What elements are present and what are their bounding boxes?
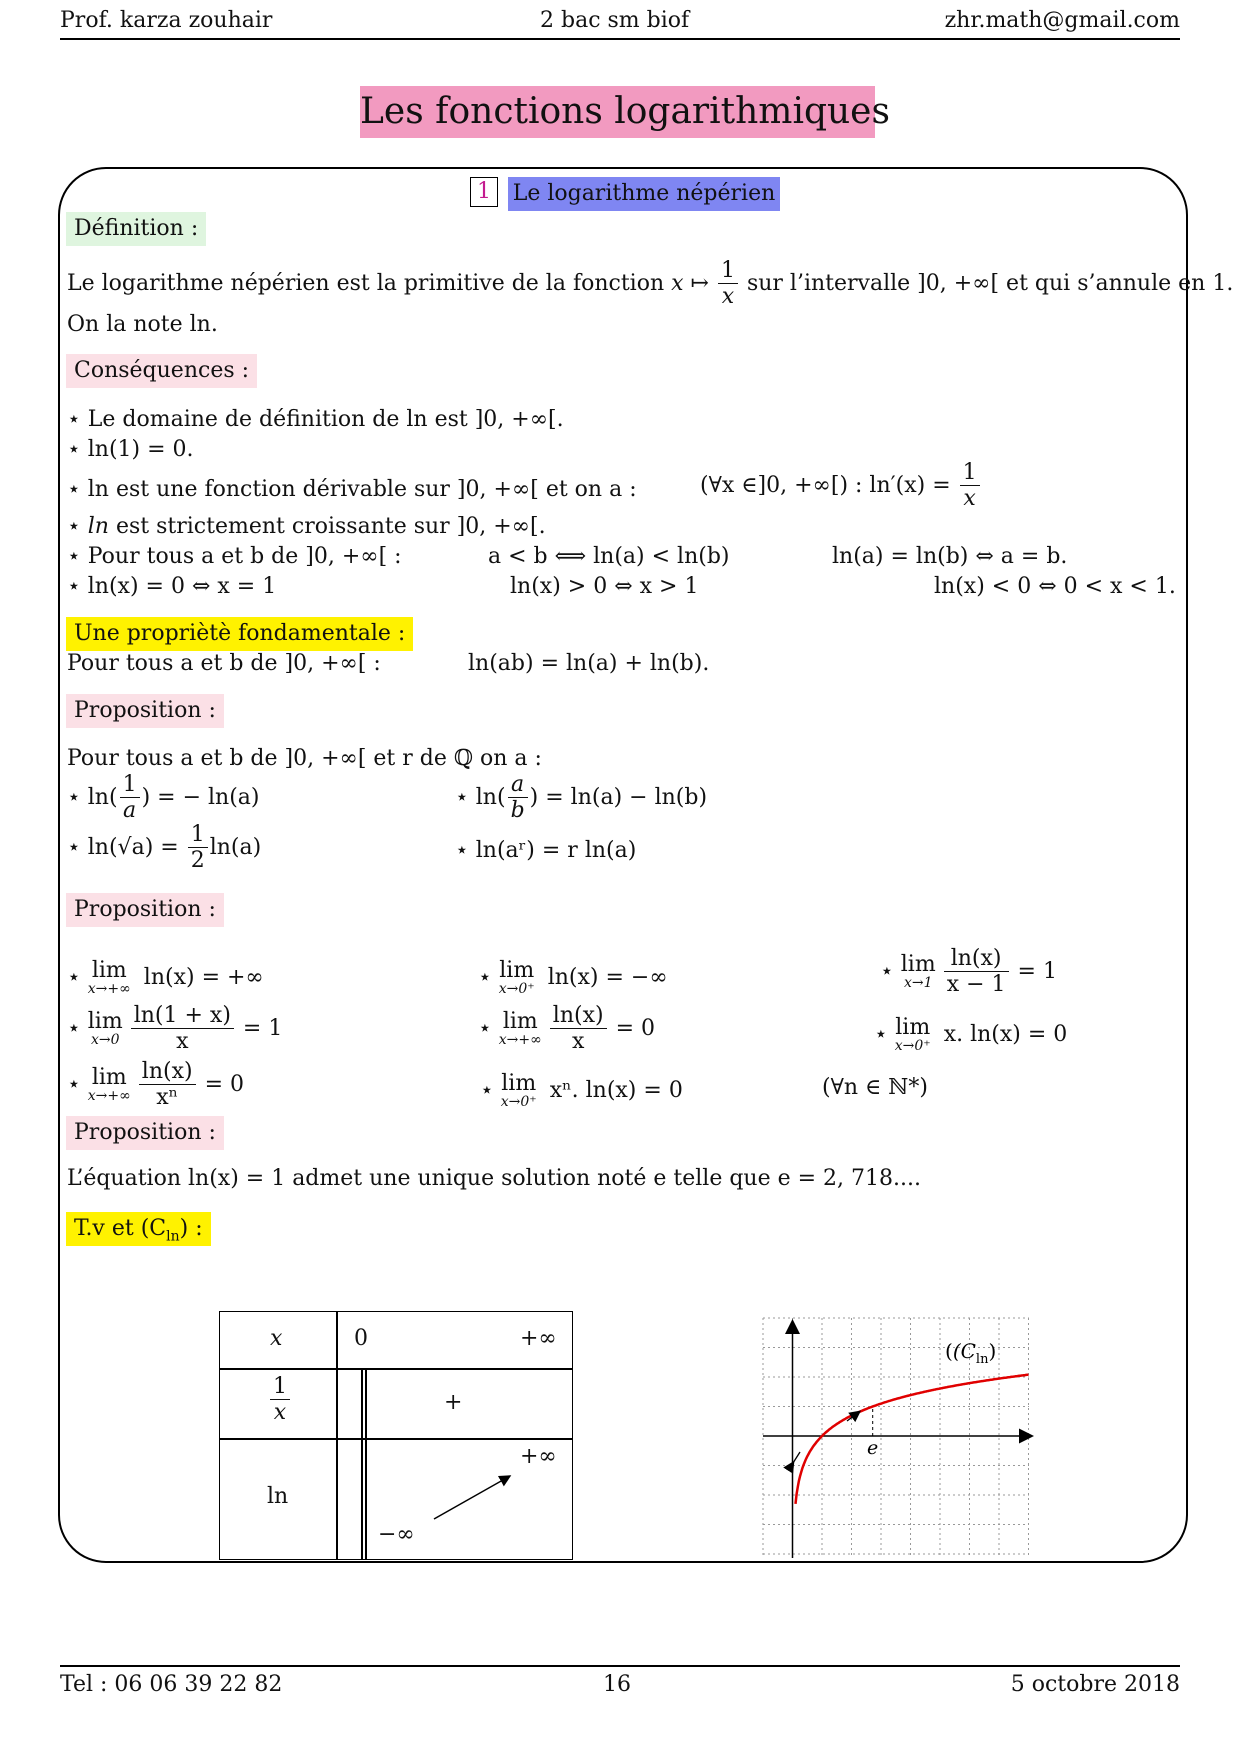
table-function-label: ln xyxy=(267,1484,289,1509)
definition-label: Définition : xyxy=(66,212,206,246)
limit-x-n-ln-x: ⋆ lim x→0⁺ xⁿ. ln(x) = 0 xyxy=(480,1071,683,1110)
proposition-2-label: Proposition : xyxy=(66,893,224,927)
proposition-3-text: L’équation ln(x) = 1 admet une unique solution noté e telle que e = 2, 718.... xyxy=(67,1166,921,1191)
table-limit-plus-infinity: +∞ xyxy=(520,1444,557,1469)
limit-x-ln-x: ⋆ lim x→0⁺ x. ln(x) = 0 xyxy=(874,1015,1068,1054)
section-number: 1 xyxy=(470,177,498,207)
proposition-1-intro: Pour tous a et b de ]0, +∞[ et r de ℚ on a : xyxy=(67,746,542,771)
consequence-6-negative: ln(x) < 0 ⇔ 0 < x < 1. xyxy=(934,574,1176,599)
consequence-6: ⋆ ln(x) = 0 ⇔ x = 1 xyxy=(67,574,277,599)
variation-table-label: T.v et $(C_{ln})$ : xyxy=(66,1212,211,1246)
consequence-3-formula: (∀x ∈]0, +∞[) : ln′(x) = $\frac{1}{x}$ xyxy=(700,460,982,512)
section-title: Le logarithme népérien xyxy=(508,177,780,211)
fundamental-condition: Pour tous a et b de ]0, +∞[ : xyxy=(67,651,381,676)
consequence-4: ⋆ ln est strictement croissante sur ]0, +∞[. xyxy=(67,514,546,539)
consequence-5: ⋆ Pour tous a et b de ]0, +∞[ : xyxy=(67,544,402,569)
e-label: e xyxy=(867,1437,879,1459)
header-rule xyxy=(60,38,1180,40)
limit-ln-over-x: ⋆ lim x→+∞ $\frac{\ln(x)}{x}$ = 0 xyxy=(478,1003,656,1055)
definition-line2: On la note ln. xyxy=(67,312,218,337)
footer-phone: Tel : 06 06 39 22 82 xyxy=(60,1672,283,1697)
table-x-label: x xyxy=(270,1326,283,1351)
definition-text: Le logarithme népérien est la primitive de la fonction x ↦ $\frac{1}{x}$ sur l’intervalle ]0, +∞[ et qui s’annule en 1. xyxy=(67,258,1234,310)
header-author: Prof. karza zouhair xyxy=(60,8,273,33)
limit-ln-zero: ⋆ lim x→0⁺ ln(x) = −∞ xyxy=(478,958,668,997)
fundamental-label: Une propriètè fondamentale : xyxy=(66,617,413,651)
page-title: Les fonctions logarithmiques xyxy=(360,86,875,138)
consequences-label: Conséquences : xyxy=(66,354,257,388)
consequence-5-equal: ln(a) = ln(b) ⇔ a = b. xyxy=(832,544,1068,569)
table-zero: 0 xyxy=(354,1326,368,1351)
limit-condition: (∀n ∈ ℕ*) xyxy=(822,1075,928,1100)
limit-ln-infinity: ⋆ lim x→+∞ ln(x) = +∞ xyxy=(67,958,264,997)
fundamental-formula: ln(ab) = ln(a) + ln(b). xyxy=(468,651,710,676)
proposition-1-inverse: ⋆ ln( $\frac{1}{a}$ ) = − ln(a) xyxy=(67,772,260,824)
footer-date: 5 octobre 2018 xyxy=(1010,1672,1180,1697)
proposition-3-label: Proposition : xyxy=(66,1116,224,1150)
table-derivative-label: $\frac{1}{x}$ xyxy=(268,1374,292,1426)
tangent-at-1 xyxy=(793,1452,800,1463)
curve-label: ($(C_{ln})$ xyxy=(945,1339,997,1367)
proposition-1-sqrt: ⋆ ln(√a) = $\frac{1}{2}$ ln(a) xyxy=(67,822,262,874)
table-increasing-arrow xyxy=(220,1312,572,1559)
consequence-6-positive: ln(x) > 0 ⇔ x > 1 xyxy=(510,574,699,599)
limit-ln-over-x-minus-1: ⋆ lim x→1 $\frac{\ln(x)}{x - 1}$ = 1 xyxy=(880,946,1057,998)
ln-curve xyxy=(796,1375,1029,1504)
consequence-1: ⋆ Le domaine de définition de ln est ]0, +∞[. xyxy=(67,407,564,432)
proposition-1-power: ⋆ ln(aʳ) = r ln(a) xyxy=(455,838,637,863)
ln-graph xyxy=(763,1318,1033,1558)
table-derivative-sign: + xyxy=(444,1390,463,1415)
proposition-1-label: Proposition : xyxy=(66,694,224,728)
variation-table xyxy=(219,1311,573,1560)
limit-ln-over-x-n: ⋆ lim x→+∞ $\frac{\ln(x)}{\text{xⁿ}}$ = 0 xyxy=(67,1059,245,1111)
consequence-3: ⋆ ln est une fonction dérivable sur ]0, +∞[ et on a : xyxy=(67,477,637,502)
limit-ln-1-plus-x: ⋆ lim x→0 $\frac{\ln(1 + x)}{x}$ = 1 xyxy=(67,1003,283,1055)
consequence-5-order: a < b ⟺ ln(a) < ln(b) xyxy=(488,544,730,569)
consequence-2: ⋆ ln(1) = 0. xyxy=(67,437,194,462)
header-class: 2 bac sm biof xyxy=(540,8,690,33)
table-plus-infinity: +∞ xyxy=(520,1326,557,1351)
proposition-1-quotient: ⋆ ln( $\frac{a}{b}$ ) = ln(a) − ln(b) xyxy=(455,772,708,824)
table-limit-minus-infinity: −∞ xyxy=(378,1522,415,1547)
page-number: 16 xyxy=(603,1672,631,1697)
header-email: zhr.math@gmail.com xyxy=(944,8,1180,33)
footer-rule xyxy=(60,1665,1180,1667)
